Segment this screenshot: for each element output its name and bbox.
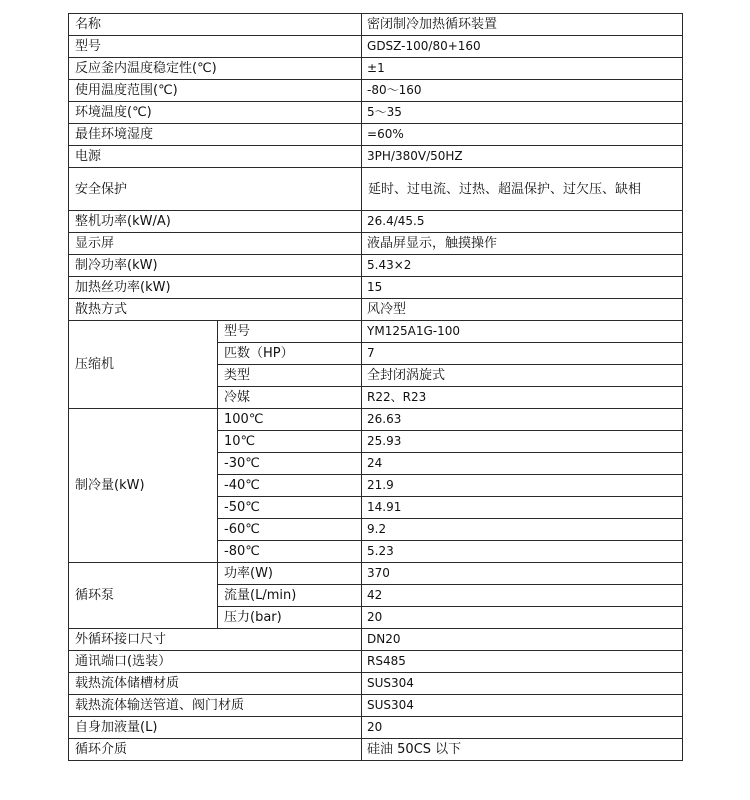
spec-table [68,13,683,761]
sub-label: 功率(W) [218,563,362,585]
sub-label: -50℃ [218,497,362,519]
table-row [69,651,683,673]
sub-value: 42 [362,585,683,607]
sub-label: 型号 [218,321,362,343]
table-row [69,673,683,695]
row-label: 通讯端口(选装） [69,651,362,673]
sub-value: 21.9 [362,475,683,497]
sub-label: -60℃ [218,519,362,541]
row-label: 安全保护 [69,168,362,211]
sub-value: 25.93 [362,431,683,453]
row-label: 使用温度范围(℃) [69,80,362,102]
pump-group-label: 循环泵 [69,563,218,629]
row-value: RS485 [362,651,683,673]
row-value: 延时、过电流、过热、超温保护、过欠压、缺相 [362,168,683,211]
row-value: 5～35 [362,102,683,124]
row-label: 循环介质 [69,739,362,761]
sub-value: 14.91 [362,497,683,519]
sub-value: 全封闭涡旋式 [362,365,683,387]
row-value: 5.43×2 [362,255,683,277]
table-row [69,102,683,124]
row-value: DN20 [362,629,683,651]
row-label: 制冷功率(kW) [69,255,362,277]
row-label: 自身加液量(L) [69,717,362,739]
sub-value: R22、R23 [362,387,683,409]
table-row [69,58,683,80]
row-value: =60% [362,124,683,146]
row-label: 型号 [69,36,362,58]
table-row [69,277,683,299]
spec-table-wrapper [68,13,682,761]
row-label: 环境温度(℃) [69,102,362,124]
row-value: 风冷型 [362,299,683,321]
table-row [69,299,683,321]
sub-value: 20 [362,607,683,629]
table-row [69,409,683,431]
sub-label: 压力(bar) [218,607,362,629]
table-row [69,168,683,211]
table-row [69,717,683,739]
sub-value: 9.2 [362,519,683,541]
sub-label: -30℃ [218,453,362,475]
row-value: SUS304 [362,695,683,717]
row-label: 电源 [69,146,362,168]
row-label: 载热流体储槽材质 [69,673,362,695]
sub-value: YM125A1G-100 [362,321,683,343]
row-label: 名称 [69,14,362,36]
sub-label: 匹数（HP） [218,343,362,365]
sub-label: 100℃ [218,409,362,431]
table-row [69,124,683,146]
row-label: 外循环接口尺寸 [69,629,362,651]
table-row [69,14,683,36]
table-row [69,563,683,585]
table-row [69,36,683,58]
sub-value: 5.23 [362,541,683,563]
row-label: 加热丝功率(kW) [69,277,362,299]
row-value: 液晶屏显示，触摸操作 [362,233,683,255]
sub-label: 类型 [218,365,362,387]
sub-label: 冷媒 [218,387,362,409]
row-value: 3PH/380V/50HZ [362,146,683,168]
sub-label: 流量(L/min) [218,585,362,607]
row-value: 20 [362,717,683,739]
row-label: 反应釜内温度稳定性(℃) [69,58,362,80]
sub-value: 24 [362,453,683,475]
table-row [69,233,683,255]
row-label: 载热流体输送管道、阀门材质 [69,695,362,717]
table-row [69,80,683,102]
table-row [69,629,683,651]
row-label: 显示屏 [69,233,362,255]
sub-label: 10℃ [218,431,362,453]
compressor-group-label: 压缩机 [69,321,218,409]
row-label: 整机功率(kW/A) [69,211,362,233]
sub-label: -80℃ [218,541,362,563]
row-value: -80～160 [362,80,683,102]
row-label: 散热方式 [69,299,362,321]
row-value: GDSZ-100/80+160 [362,36,683,58]
table-row [69,146,683,168]
table-row [69,255,683,277]
row-value: 密闭制冷加热循环装置 [362,14,683,36]
row-value: 硅油 50CS 以下 [362,739,683,761]
row-label: 最佳环境湿度 [69,124,362,146]
table-row [69,211,683,233]
row-value: SUS304 [362,673,683,695]
row-value: 26.4/45.5 [362,211,683,233]
sub-value: 7 [362,343,683,365]
row-value: 15 [362,277,683,299]
table-row [69,695,683,717]
row-value: ±1 [362,58,683,80]
table-row [69,321,683,343]
sub-label: -40℃ [218,475,362,497]
cooling-capacity-group-label: 制冷量(kW) [69,409,218,563]
sub-value: 370 [362,563,683,585]
table-row [69,739,683,761]
sub-value: 26.63 [362,409,683,431]
